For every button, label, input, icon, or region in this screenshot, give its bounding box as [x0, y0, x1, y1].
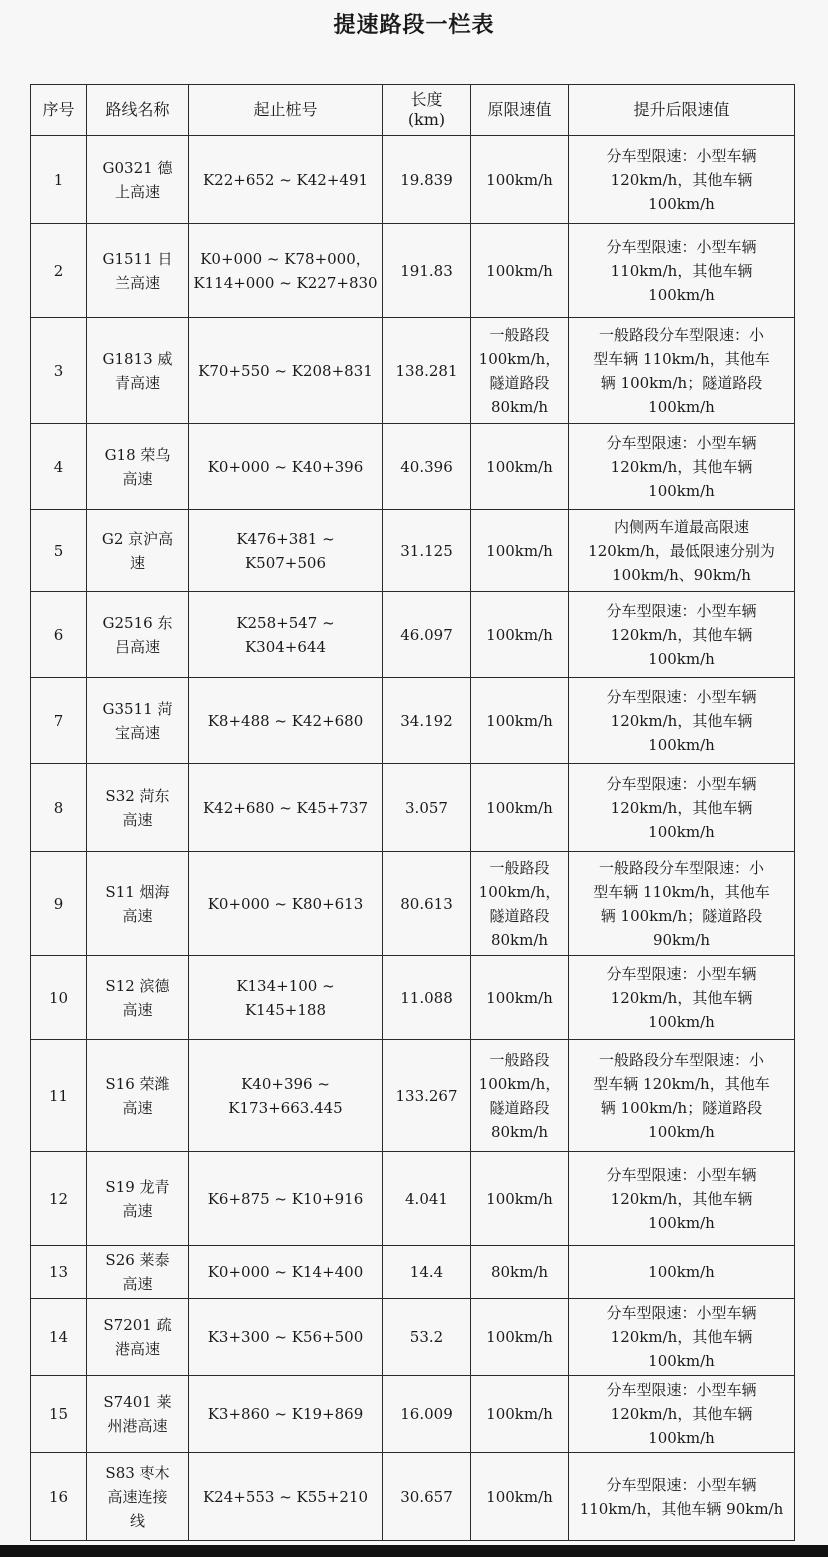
- cell-length: [383, 1246, 471, 1299]
- cell-name-line: G18 荣乌: [104, 445, 171, 464]
- cell-new: [569, 592, 795, 678]
- cell-new-line: 分车型限速：小型车辆: [606, 687, 757, 706]
- cell-name: [87, 1376, 189, 1453]
- cell-orig-line: 隧道路段: [489, 1098, 550, 1117]
- cell-no-line: 5: [53, 541, 64, 560]
- cell-length-line: 31.125: [400, 541, 453, 560]
- cell-name: [87, 852, 189, 956]
- cell-name-line: 高速连接: [107, 1487, 168, 1506]
- cell-length-line: 3.057: [405, 798, 448, 817]
- cell-new: [569, 424, 795, 510]
- cell-new-line: 100km/h: [648, 822, 715, 841]
- cell-new-line: 分车型限速：小型车辆: [606, 1304, 757, 1322]
- cell-name-line: S26 莱泰: [105, 1251, 170, 1269]
- cell-name-line: S12 滨德: [105, 976, 170, 995]
- header-length-label: 长度: [410, 90, 443, 109]
- cell-length-line: 19.839: [400, 170, 453, 189]
- cell-length: [383, 1299, 471, 1376]
- cell-no-line: 7: [53, 711, 64, 730]
- cell-new-line: 分车型限速：小型车辆: [606, 1475, 757, 1494]
- cell-new-line: 辆 100km/h；隧道路段: [600, 373, 763, 392]
- cell-name: [87, 1299, 189, 1376]
- cell-orig: [471, 592, 569, 678]
- cell-name-line: G1511 日: [102, 249, 173, 268]
- cell-new-line: 100km/h: [648, 1122, 715, 1141]
- cell-range: [189, 852, 383, 956]
- cell-range: [189, 1453, 383, 1541]
- cell-new-line: 一般路段分车型限速：小: [598, 1050, 764, 1069]
- cell-new: [569, 224, 795, 318]
- cell-no-line: 14: [48, 1328, 69, 1346]
- cell-range-line: K40+396 ~: [241, 1074, 330, 1093]
- cell-orig: [471, 136, 569, 224]
- cell-new: [569, 1453, 795, 1541]
- cell-new: [569, 1246, 795, 1299]
- cell-orig-line: 80km/h: [490, 930, 549, 949]
- cell-length: [383, 956, 471, 1040]
- cell-new-line: 100km/h: [648, 649, 715, 668]
- cell-name-line: 宝高速: [114, 723, 160, 742]
- cell-no-line: 16: [48, 1487, 69, 1506]
- cell-range-line: K70+550 ~ K208+831: [198, 361, 373, 380]
- cell-new: [569, 1376, 795, 1453]
- cell-new-line: 110km/h，其他车辆 90km/h: [579, 1499, 784, 1518]
- cell-no-line: 4: [53, 457, 64, 476]
- speed-table: [30, 84, 795, 1541]
- cell-range: [189, 136, 383, 224]
- cell-range-line: K3+300 ~ K56+500: [207, 1328, 364, 1346]
- table-row: [31, 224, 795, 318]
- cell-no-line: 6: [53, 625, 64, 644]
- header-length: [383, 85, 471, 136]
- cell-orig-line: 100km/h: [486, 1328, 553, 1346]
- cell-orig-line: 一般路段: [489, 858, 550, 877]
- cell-orig-line: 100km/h: [486, 1189, 553, 1208]
- cell-range-line: K507+506: [244, 553, 327, 572]
- cell-no-line: 15: [48, 1405, 69, 1423]
- cell-name-line: G1813 威: [102, 349, 173, 368]
- cell-range: [189, 424, 383, 510]
- table-row: [31, 424, 795, 510]
- cell-orig-line: 100km/h: [486, 711, 553, 730]
- cell-no: [31, 1299, 87, 1376]
- cell-range-line: K258+547 ~: [236, 613, 335, 632]
- cell-length: [383, 1040, 471, 1152]
- cell-new-line: 120km/h，最低限速分别为: [588, 541, 775, 560]
- cell-range: [189, 764, 383, 852]
- cell-orig-line: 一般路段: [489, 1050, 550, 1069]
- cell-new: [569, 510, 795, 592]
- cell-length: [383, 592, 471, 678]
- cell-no-line: 1: [53, 170, 64, 189]
- cell-orig-line: 100km/h: [486, 1405, 553, 1423]
- table-row: [31, 318, 795, 424]
- cell-length-line: 133.267: [395, 1086, 458, 1105]
- cell-name: [87, 1040, 189, 1152]
- cell-new-line: 100km/h: [648, 194, 715, 213]
- cell-no: [31, 1246, 87, 1299]
- cell-range-line: K22+652 ~ K42+491: [202, 170, 369, 189]
- cell-new-line: 100km/h: [648, 735, 715, 754]
- table-row: [31, 1376, 795, 1453]
- cell-orig: [471, 1152, 569, 1246]
- cell-new-line: 100km/h: [648, 1352, 715, 1370]
- page-title: 提速路段一栏表: [333, 13, 495, 38]
- cell-range-line: K3+860 ~ K19+869: [207, 1405, 364, 1423]
- cell-new-line: 100km/h: [648, 397, 715, 416]
- table-header-row: [31, 85, 795, 136]
- cell-no: [31, 1040, 87, 1152]
- cell-new-line: 120km/h，其他车辆: [610, 1328, 753, 1346]
- cell-orig-line: 隧道路段: [489, 906, 550, 925]
- cell-new: [569, 1152, 795, 1246]
- cell-new: [569, 956, 795, 1040]
- cell-orig: [471, 510, 569, 592]
- cell-name: [87, 510, 189, 592]
- cell-name-line: 港高速: [114, 1340, 160, 1358]
- cell-no: [31, 678, 87, 764]
- cell-new-line: 分车型限速：小型车辆: [606, 774, 757, 793]
- cell-orig-line: 100km/h: [486, 988, 553, 1007]
- cell-length: [383, 678, 471, 764]
- cell-name-line: 青高速: [114, 373, 160, 392]
- cell-name-line: S32 菏东: [105, 786, 170, 805]
- cell-length: [383, 1453, 471, 1541]
- cell-name-line: 高速: [122, 1201, 153, 1220]
- cell-no: [31, 956, 87, 1040]
- cell-name-line: 速: [129, 553, 145, 572]
- cell-length-line: 34.192: [400, 711, 453, 730]
- cell-length-line: 4.041: [405, 1189, 448, 1208]
- cell-name: [87, 224, 189, 318]
- cell-no: [31, 318, 87, 424]
- cell-name-line: 上高速: [114, 182, 160, 201]
- cell-name: [87, 956, 189, 1040]
- cell-orig: [471, 764, 569, 852]
- cell-length-line: 40.396: [400, 457, 453, 476]
- cell-length: [383, 136, 471, 224]
- cell-new-line: 120km/h，其他车辆: [610, 988, 753, 1007]
- table-row: [31, 1299, 795, 1376]
- cell-range: [189, 1152, 383, 1246]
- cell-no: [31, 224, 87, 318]
- cell-no-line: 11: [48, 1086, 69, 1105]
- cell-orig-line: 100km/h: [486, 798, 553, 817]
- cell-new: [569, 1040, 795, 1152]
- cell-range: [189, 510, 383, 592]
- cell-length: [383, 318, 471, 424]
- cell-new-line: 分车型限速：小型车辆: [606, 964, 757, 983]
- cell-length-line: 30.657: [400, 1487, 453, 1506]
- cell-name-line: 兰高速: [114, 273, 160, 292]
- cell-new-line: 型车辆 110km/h，其他车: [593, 349, 770, 368]
- cell-no-line: 9: [53, 894, 64, 913]
- cell-orig: [471, 1376, 569, 1453]
- cell-length-line: 80.613: [400, 894, 453, 913]
- header-no: 序号: [31, 85, 87, 136]
- cell-name-line: S11 烟海: [105, 882, 170, 901]
- cell-orig-line: 100km/h: [486, 1487, 553, 1506]
- cell-name: [87, 136, 189, 224]
- cell-new-line: 100km/h: [648, 481, 715, 500]
- cell-new-line: 分车型限速：小型车辆: [606, 146, 757, 165]
- cell-no: [31, 592, 87, 678]
- cell-name: [87, 678, 189, 764]
- table-row: [31, 510, 795, 592]
- cell-new-line: 100km/h: [648, 285, 715, 304]
- cell-orig: [471, 1299, 569, 1376]
- cell-orig: [471, 678, 569, 764]
- cell-new-line: 分车型限速：小型车辆: [606, 1381, 757, 1399]
- cell-no-line: 2: [53, 261, 64, 280]
- cell-length-line: 46.097: [400, 625, 453, 644]
- cell-name-line: 高速: [122, 469, 153, 488]
- cell-name-line: G3511 菏: [102, 699, 173, 718]
- cell-range: [189, 1299, 383, 1376]
- cell-range: [189, 956, 383, 1040]
- table-row: [31, 136, 795, 224]
- cell-no: [31, 1453, 87, 1541]
- cell-range-line: K6+875 ~ K10+916: [207, 1189, 364, 1208]
- cell-new: [569, 318, 795, 424]
- cell-orig-line: 100km/h: [486, 625, 553, 644]
- cell-length-line: 14.4: [409, 1263, 444, 1281]
- header-new: 提升后限速值: [569, 85, 795, 136]
- cell-orig-line: 80km/h: [490, 397, 549, 416]
- table-row: [31, 1246, 795, 1299]
- cell-no: [31, 1376, 87, 1453]
- table-row: [31, 678, 795, 764]
- cell-new-line: 一般路段分车型限速：小: [598, 858, 764, 877]
- cell-range-line: K145+188: [244, 1000, 327, 1019]
- cell-name: [87, 592, 189, 678]
- header-length-unit: (km): [407, 110, 446, 129]
- cell-range-line: K0+000 ~ K80+613: [207, 894, 364, 913]
- cell-name-line: 高速: [122, 1098, 153, 1117]
- cell-orig-line: 100km/h，: [478, 1074, 561, 1093]
- cell-new-line: 辆 100km/h；隧道路段: [600, 906, 763, 925]
- cell-new: [569, 764, 795, 852]
- cell-orig-line: 隧道路段: [489, 373, 550, 392]
- cell-new-line: 分车型限速：小型车辆: [606, 433, 757, 452]
- cell-orig: [471, 1246, 569, 1299]
- cell-new-line: 100km/h: [648, 1012, 715, 1031]
- cell-name-line: G2 京沪高: [101, 529, 174, 548]
- table-row: [31, 592, 795, 678]
- cell-new-line: 一般路段分车型限速：小: [598, 325, 764, 344]
- cell-range-line: K8+488 ~ K42+680: [207, 711, 364, 730]
- table-row: [31, 764, 795, 852]
- cell-new-line: 分车型限速：小型车辆: [606, 1165, 757, 1184]
- cell-name-line: 吕高速: [114, 637, 160, 656]
- cell-orig-line: 一般路段: [489, 325, 550, 344]
- cell-no-line: 3: [53, 361, 64, 380]
- cell-range: [189, 1246, 383, 1299]
- cell-name: [87, 1246, 189, 1299]
- cell-range-line: K114+000 ~ K227+830: [193, 273, 378, 292]
- cell-name-line: S7401 莱: [103, 1393, 172, 1411]
- cell-new-line: 120km/h，其他车辆: [610, 457, 753, 476]
- cell-name-line: 高速: [122, 906, 153, 925]
- cell-new-line: 内侧两车道最高限速: [613, 517, 749, 536]
- cell-name-line: 高速: [122, 810, 153, 829]
- cell-no: [31, 852, 87, 956]
- cell-range-line: K0+000 ~ K40+396: [207, 457, 364, 476]
- cell-no: [31, 510, 87, 592]
- cell-length: [383, 1152, 471, 1246]
- cell-length-line: 191.83: [400, 261, 453, 280]
- cell-name: [87, 318, 189, 424]
- cell-length: [383, 852, 471, 956]
- cell-orig: [471, 1040, 569, 1152]
- cell-orig: [471, 956, 569, 1040]
- cell-new: [569, 852, 795, 956]
- cell-new-line: 分车型限速：小型车辆: [606, 237, 757, 256]
- cell-length: [383, 764, 471, 852]
- cell-length-line: 11.088: [400, 988, 453, 1007]
- cell-range-line: K0+000 ~ K78+000，: [200, 249, 371, 268]
- cell-new-line: 120km/h，其他车辆: [610, 798, 753, 817]
- cell-orig-line: 100km/h: [486, 261, 553, 280]
- cell-orig-line: 100km/h: [486, 541, 553, 560]
- cell-length: [383, 224, 471, 318]
- cell-range: [189, 1376, 383, 1453]
- cell-no: [31, 424, 87, 510]
- cell-range: [189, 592, 383, 678]
- cell-range-line: K173+663.445: [228, 1098, 343, 1117]
- cell-length: [383, 424, 471, 510]
- cell-orig: [471, 224, 569, 318]
- cell-range-line: K0+000 ~ K14+400: [207, 1263, 364, 1281]
- cell-length-line: 16.009: [400, 1405, 453, 1423]
- table-row: [31, 1152, 795, 1246]
- cell-no-line: 13: [48, 1263, 69, 1281]
- cell-new-line: 分车型限速：小型车辆: [606, 601, 757, 620]
- cell-orig-line: 80km/h: [490, 1122, 549, 1141]
- cell-new-line: 型车辆 120km/h，其他车: [593, 1074, 770, 1093]
- cell-name-line: S19 龙青: [105, 1177, 170, 1196]
- cell-new-line: 120km/h，其他车辆: [610, 625, 753, 644]
- cell-new-line: 120km/h，其他车辆: [610, 170, 753, 189]
- cell-new-line: 100km/h: [648, 1213, 715, 1232]
- cell-name-line: 高速: [122, 1275, 153, 1293]
- cell-orig: [471, 424, 569, 510]
- bottom-edge-bar: [0, 1545, 828, 1557]
- cell-name-line: G2516 东: [102, 613, 173, 632]
- cell-name-line: S83 枣木: [105, 1463, 170, 1482]
- cell-new: [569, 678, 795, 764]
- table-body: [31, 136, 795, 1541]
- cell-no-line: 10: [48, 988, 69, 1007]
- cell-range-line: K476+381 ~: [236, 529, 335, 548]
- cell-new-line: 110km/h，其他车辆: [610, 261, 753, 280]
- cell-new-line: 辆 100km/h；隧道路段: [600, 1098, 763, 1117]
- cell-new-line: 90km/h: [652, 930, 711, 949]
- cell-range: [189, 224, 383, 318]
- cell-orig-line: 100km/h，: [478, 349, 561, 368]
- cell-name: [87, 764, 189, 852]
- cell-orig: [471, 1453, 569, 1541]
- cell-range-line: K42+680 ~ K45+737: [202, 798, 369, 817]
- cell-length-line: 53.2: [409, 1328, 444, 1346]
- cell-no: [31, 764, 87, 852]
- cell-new: [569, 1299, 795, 1376]
- table-row: [31, 852, 795, 956]
- cell-range: [189, 1040, 383, 1152]
- table-row: [31, 1040, 795, 1152]
- table-row: [31, 956, 795, 1040]
- cell-orig: [471, 852, 569, 956]
- header-name: 路线名称: [87, 85, 189, 136]
- cell-no-line: 12: [48, 1189, 69, 1208]
- cell-no: [31, 136, 87, 224]
- cell-name-line: G0321 德: [102, 158, 173, 177]
- cell-name: [87, 1453, 189, 1541]
- cell-range-line: K24+553 ~ K55+210: [202, 1487, 369, 1506]
- cell-new-line: 120km/h，其他车辆: [610, 1189, 753, 1208]
- cell-length-line: 138.281: [395, 361, 458, 380]
- header-orig: 原限速值: [471, 85, 569, 136]
- cell-name-line: 线: [129, 1511, 145, 1530]
- cell-name-line: 高速: [122, 1000, 153, 1019]
- cell-name-line: 州港高速: [107, 1417, 168, 1435]
- cell-no: [31, 1152, 87, 1246]
- cell-new-line: 120km/h，其他车辆: [610, 1405, 753, 1423]
- cell-range: [189, 678, 383, 764]
- cell-length: [383, 510, 471, 592]
- table-row: [31, 1453, 795, 1541]
- cell-new: [569, 136, 795, 224]
- header-range: 起止桩号: [189, 85, 383, 136]
- cell-length: [383, 1376, 471, 1453]
- cell-orig-line: 100km/h，: [478, 882, 561, 901]
- cell-new-line: 100km/h: [648, 1429, 715, 1447]
- cell-name: [87, 424, 189, 510]
- cell-new-line: 型车辆 110km/h，其他车: [593, 882, 770, 901]
- cell-orig-line: 80km/h: [490, 1263, 549, 1281]
- cell-orig-line: 100km/h: [486, 457, 553, 476]
- cell-new-line: 100km/h: [648, 1263, 715, 1281]
- cell-orig: [471, 318, 569, 424]
- cell-range: [189, 318, 383, 424]
- cell-new-line: 100km/h、90km/h: [612, 565, 751, 584]
- cell-range-line: K134+100 ~: [236, 976, 335, 995]
- cell-new-line: 120km/h，其他车辆: [610, 711, 753, 730]
- cell-range-line: K304+644: [244, 637, 327, 656]
- cell-orig-line: 100km/h: [486, 170, 553, 189]
- cell-no-line: 8: [53, 798, 64, 817]
- cell-name-line: S16 荣潍: [105, 1074, 170, 1093]
- cell-name-line: S7201 疏: [103, 1316, 172, 1334]
- cell-name: [87, 1152, 189, 1246]
